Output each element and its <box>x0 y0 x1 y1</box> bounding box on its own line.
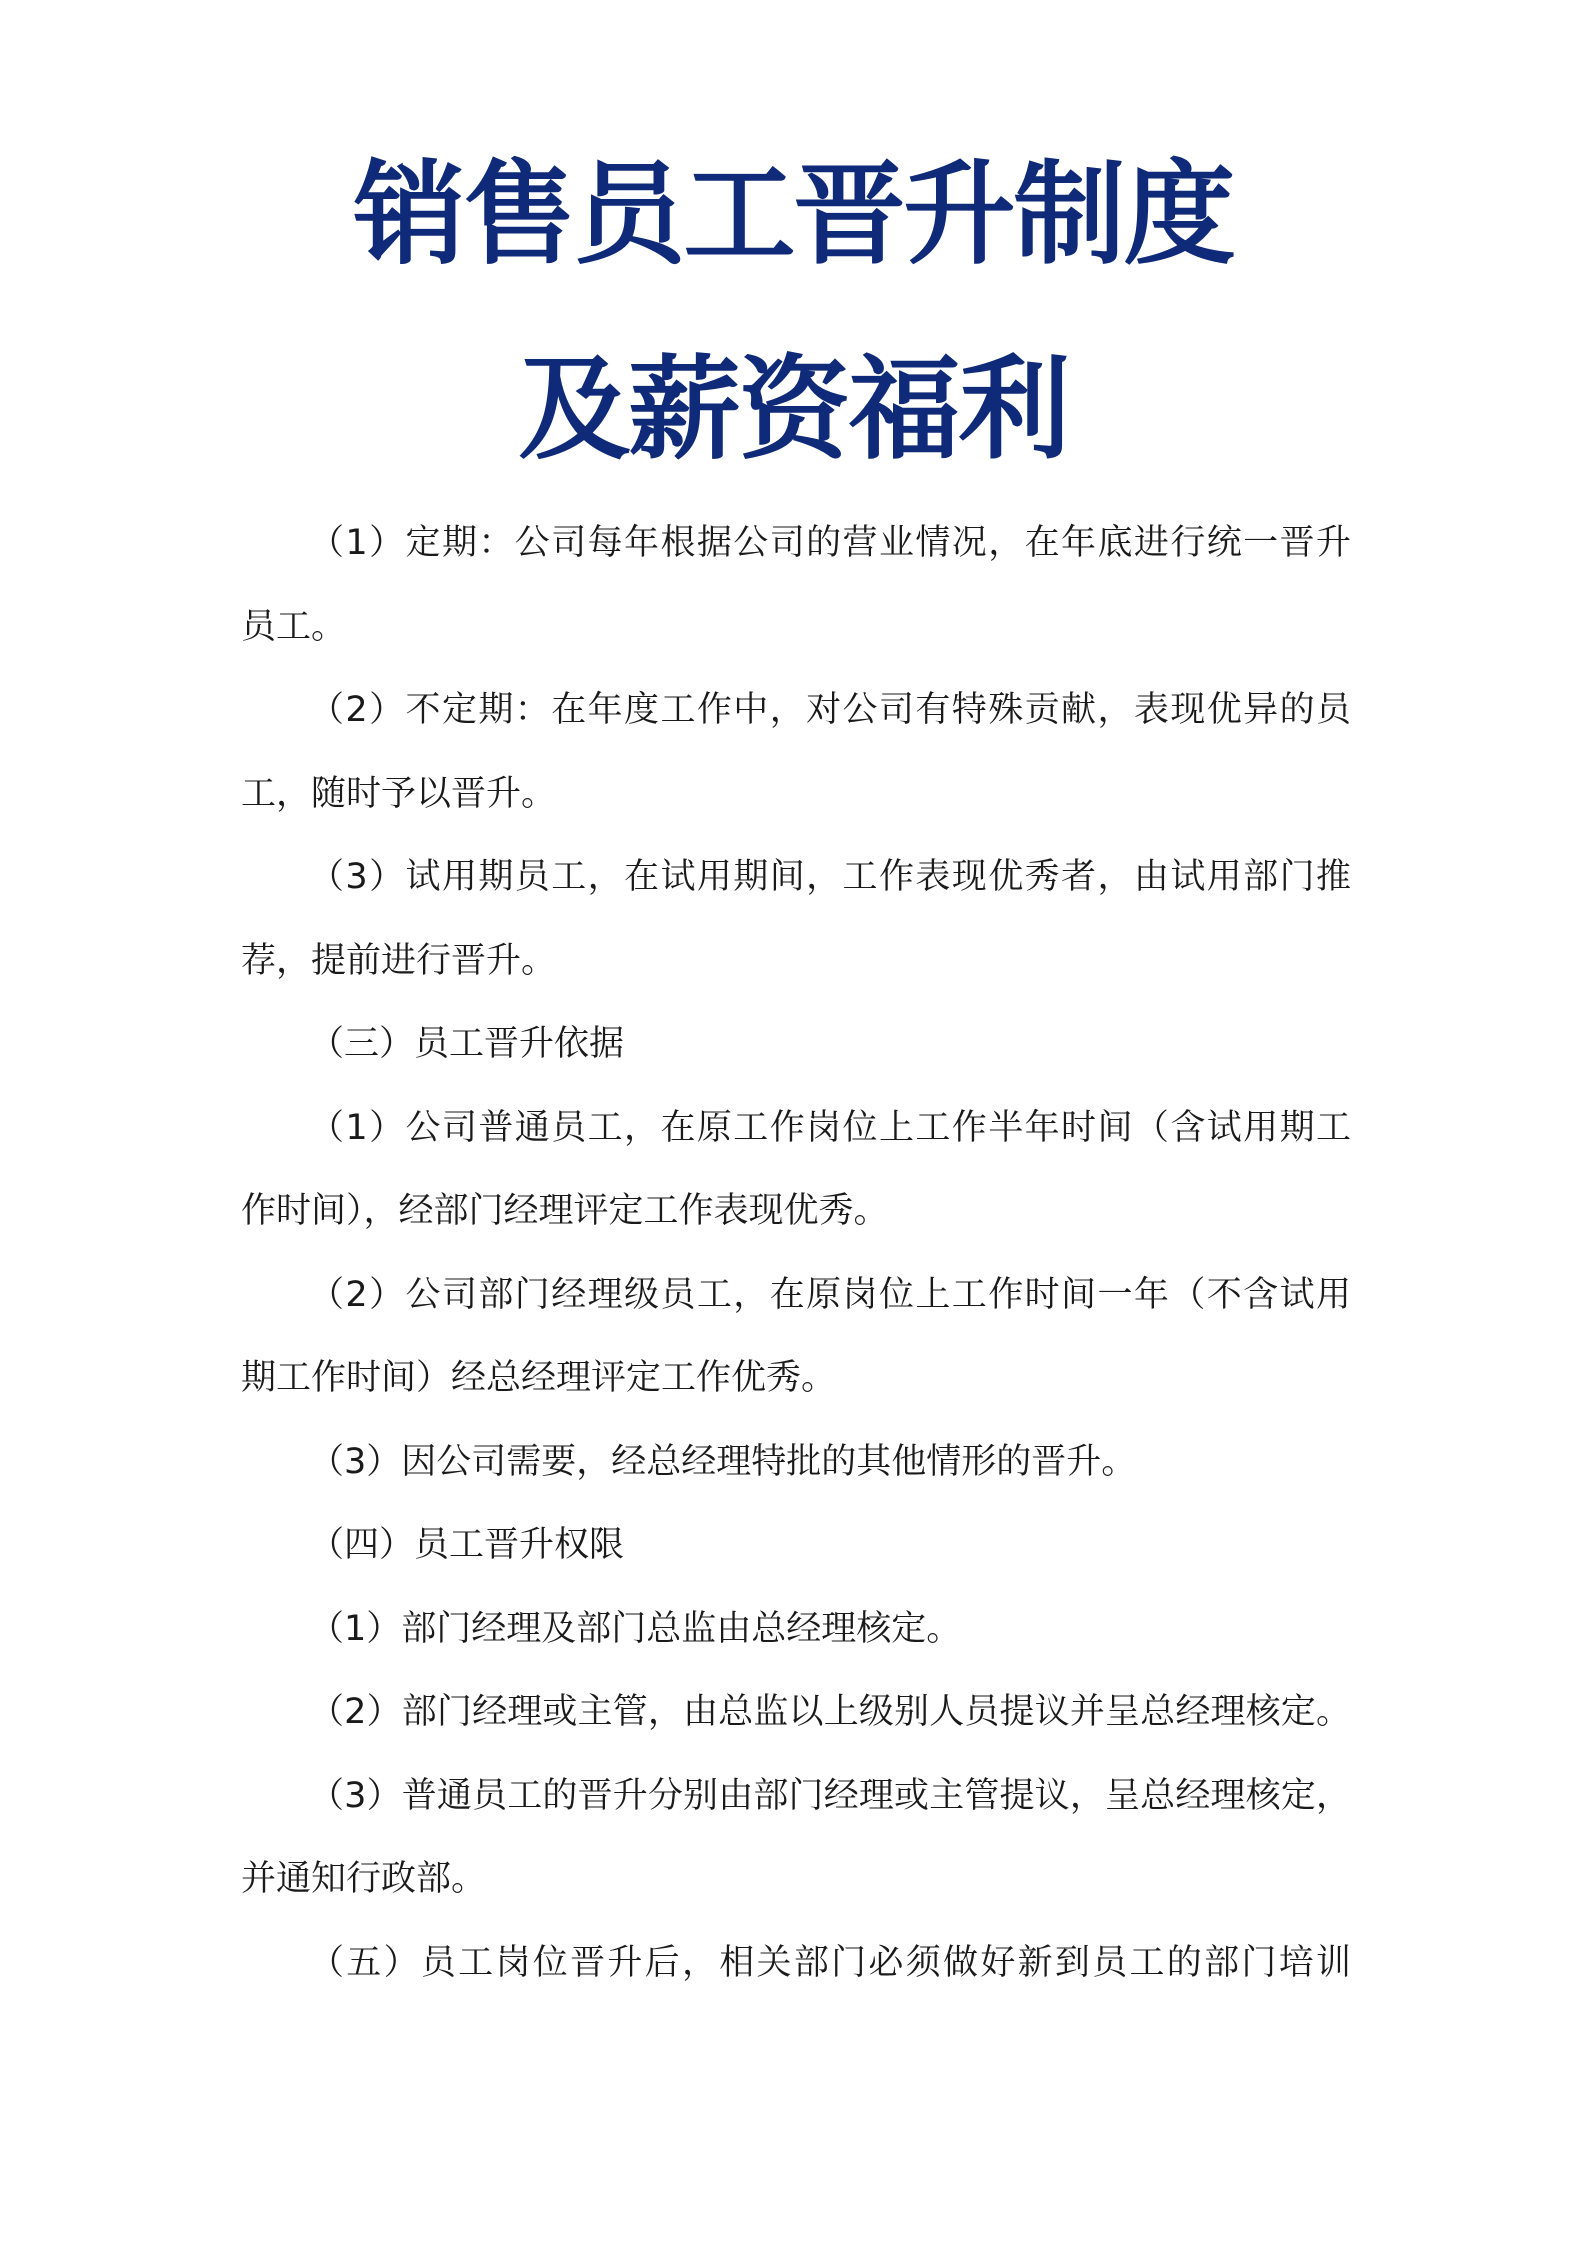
paragraph-line: 并通知行政部。 <box>241 1859 487 1899</box>
paragraph-line: （1）公司普通员工，在原工作岗位上工作半年时间（含试用期工 <box>309 1107 1351 1148</box>
paragraph-line: 员工。 <box>241 606 347 647</box>
paragraph-line: （3）因公司需要，经总经理特批的其他情形的晋升。 <box>309 1441 1137 1482</box>
paragraph-line: （3）试用期员工，在试用期间，工作表现优秀者，由试用部门推 <box>309 857 1351 897</box>
paragraph-line: 荐，提前进行晋升。 <box>241 940 557 981</box>
document-body <box>241 515 1351 2018</box>
paragraph-line: 工，随时予以晋升。 <box>241 773 557 814</box>
paragraph-line: （1）定期：公司每年根据公司的营业情况，在年底进行统一晋升 <box>309 523 1351 563</box>
paragraph-line: （2）不定期：在年度工作中，对公司有特殊贡献，表现优异的员 <box>309 690 1351 730</box>
section-heading: （四）员工晋升权限 <box>309 1525 625 1565</box>
paragraph-line: （3）普通员工的晋升分别由部门经理或主管提议，呈总经理核定， <box>309 1775 1351 1816</box>
document-title-line-2: 及薪资福利 <box>518 345 1069 475</box>
paragraph-line: （2）部门经理或主管，由总监以上级别人员提议并呈总经理核定。 <box>309 1692 1351 1732</box>
paragraph-line: （2）公司部门经理级员工，在原岗位上工作时间一年（不含试用 <box>309 1274 1351 1315</box>
paragraph-line: （五）员工岗位晋升后，相关部门必须做好新到员工的部门培训 <box>309 1942 1351 1983</box>
paragraph-line: （1）部门经理及部门总监由总经理核定。 <box>309 1608 962 1649</box>
section-heading: （三）员工晋升依据 <box>309 1024 625 1064</box>
document-title-line-1: 销售员工晋升制度 <box>353 150 1234 280</box>
paragraph-line: 作时间），经部门经理评定工作表现优秀。 <box>241 1191 889 1231</box>
paragraph-line: 期工作时间）经总经理评定工作优秀。 <box>241 1358 837 1398</box>
